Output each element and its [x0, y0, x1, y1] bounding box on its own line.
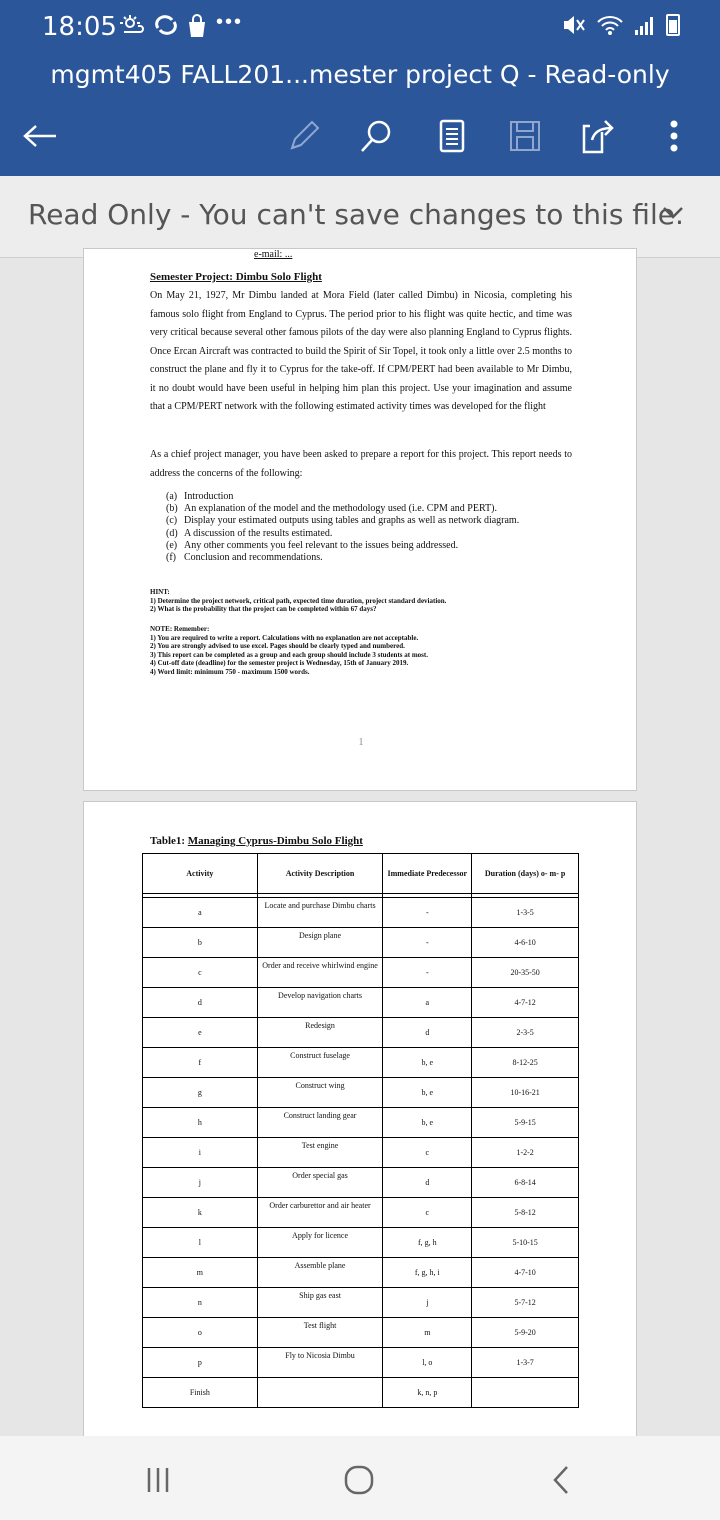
list-item-label: (f)	[166, 552, 176, 564]
read-only-banner[interactable]	[0, 176, 720, 258]
mute-icon	[562, 14, 586, 36]
predecessor-cell: m	[383, 1318, 472, 1348]
toolbar	[0, 100, 720, 176]
hint-block	[150, 588, 580, 614]
predecessor-cell: c	[383, 1198, 472, 1228]
duration-cell: 2-3-5	[472, 1018, 579, 1048]
sync-icon	[154, 14, 178, 36]
list-item-label: (e)	[166, 539, 178, 551]
table-row	[143, 1378, 579, 1408]
activity-cell: m	[143, 1258, 258, 1288]
description-cell: Order special gas	[257, 1168, 383, 1198]
description-cell: Order and receive whirlwind engine	[257, 958, 383, 988]
description-cell: Ship gas east	[257, 1288, 383, 1318]
table-row	[143, 1228, 579, 1258]
title-bar	[0, 56, 720, 100]
predecessor-cell: -	[383, 898, 472, 928]
list-item	[166, 491, 556, 503]
reading-view-icon[interactable]	[432, 116, 472, 156]
list-item-text: An explanation of the model and the methodology used (i.e. CPM and PERT).	[184, 503, 497, 515]
document-page-2	[83, 801, 637, 1451]
predecessor-cell: -	[383, 958, 472, 988]
project-heading: Semester Project: Dimbu Solo Flight	[150, 271, 322, 283]
predecessor-cell: j	[383, 1288, 472, 1318]
signal-icon	[634, 14, 656, 36]
list-item	[166, 528, 556, 540]
nav-back-icon[interactable]	[536, 1462, 586, 1498]
list-item-label: (c)	[166, 515, 178, 527]
requirements-list	[166, 491, 556, 564]
edit-pencil-icon[interactable]	[284, 116, 324, 156]
system-nav-bar	[0, 1436, 720, 1520]
activity-cell: h	[143, 1108, 258, 1138]
intro-paragraph: On May 21, 1927, Mr Dimbu landed at Mora Field (later called Dimbu) in Nicosia, completing his famous solo flight from England to Cyprus. The period prior to his flight was quite hectic, and time was very critical because several other famous pilots of the day were also planning England to Cyprus flights. Once Ercan Aircraft was contracted to build the Spirit of Sir Topel, it took only a little over 2.5 months to construct the plane and fly it to Cyprus for the take-off. If CPM/PERT had been available to Mr Dimbu, it no doubt would have been useful in helping him plan this project. Use your imagination and assume that a CPM/PERT network with the following estimated activity times was developed for the flight	[150, 290, 572, 412]
description-cell	[257, 1378, 383, 1408]
list-item	[166, 503, 556, 515]
table-row	[143, 1348, 579, 1378]
status-time: 18:05	[42, 12, 117, 42]
document-title: mgmt405 FALL201...mester project Q - Read-only	[50, 60, 670, 89]
duration-cell: 1-3-5	[472, 898, 579, 928]
table-row	[143, 988, 579, 1018]
table-body	[143, 894, 579, 1408]
back-arrow-icon[interactable]	[20, 116, 60, 156]
column-header-predecessor: Immediate Predecessor	[383, 854, 472, 894]
table-row	[143, 1168, 579, 1198]
duration-cell: 1-3-7	[472, 1348, 579, 1378]
duration-cell: 20-35-50	[472, 958, 579, 988]
duration-cell: 4-7-10	[472, 1258, 579, 1288]
list-item-text: A discussion of the results estimated.	[184, 527, 333, 539]
predecessor-cell: -	[383, 928, 472, 958]
predecessor-cell: f, g, h, i	[383, 1258, 472, 1288]
activity-cell: g	[143, 1078, 258, 1108]
description-cell: Design plane	[257, 928, 383, 958]
list-item-text: Display your estimated outputs using tables and graphs as well as network diagram.	[184, 515, 520, 527]
list-item	[166, 540, 556, 552]
list-item	[166, 515, 556, 527]
activity-cell: o	[143, 1318, 258, 1348]
activity-cell: j	[143, 1168, 258, 1198]
wifi-icon	[596, 14, 624, 36]
list-item-label: (d)	[166, 527, 178, 539]
save-icon[interactable]	[505, 116, 545, 156]
chevron-down-icon[interactable]	[662, 206, 684, 225]
activity-table	[142, 853, 579, 1408]
hint-line: 1) Determine the project network, critical path, expected time duration, project standard deviation.	[150, 596, 447, 605]
predecessor-cell: b, e	[383, 1078, 472, 1108]
description-cell: Assemble plane	[257, 1258, 383, 1288]
table-title-text: Managing Cyprus-Dimbu Solo Flight	[187, 835, 363, 847]
document-viewer[interactable]	[0, 249, 720, 1436]
table-row	[143, 1318, 579, 1348]
predecessor-cell: b, e	[383, 1048, 472, 1078]
column-header-activity: Activity	[143, 854, 258, 894]
note-line: 1) You are required to write a report. Calculations with no explanation are not acceptable.	[150, 633, 419, 642]
table-row	[143, 1198, 579, 1228]
description-cell: Develop navigation charts	[257, 988, 383, 1018]
duration-cell: 5-8-12	[472, 1198, 579, 1228]
duration-cell: 10-16-21	[472, 1078, 579, 1108]
activity-cell: n	[143, 1288, 258, 1318]
column-header-duration: Duration (days) o- m- p	[472, 854, 579, 894]
duration-cell: 4-7-12	[472, 988, 579, 1018]
task-paragraph: As a chief project manager, you have been asked to prepare a report for this project. This report needs to address the concerns of the following:	[150, 449, 572, 479]
predecessor-cell: f, g, h	[383, 1228, 472, 1258]
table-title-prefix: Table1:	[150, 835, 188, 847]
duration-cell: 5-9-20	[472, 1318, 579, 1348]
activity-cell: c	[143, 958, 258, 988]
read-only-message: Read Only - You can't save changes to this file.	[28, 198, 684, 231]
activity-cell: Finish	[143, 1378, 258, 1408]
battery-icon	[666, 14, 680, 36]
description-cell: Construct wing	[257, 1078, 383, 1108]
table-header-row	[143, 854, 579, 894]
description-cell: Test flight	[257, 1318, 383, 1348]
note-line: 2) You are strongly advised to use excel. Pages should be clearly typed and numbered.	[150, 642, 405, 651]
page-header-cut: e-mail: ...	[254, 249, 293, 260]
table-row	[143, 1048, 579, 1078]
weather-icon	[120, 14, 146, 36]
description-cell: Construct fuselage	[257, 1048, 383, 1078]
table-row	[143, 958, 579, 988]
duration-cell: 6-8-14	[472, 1168, 579, 1198]
activity-cell: b	[143, 928, 258, 958]
duration-cell: 1-2-2	[472, 1138, 579, 1168]
list-item-text: Conclusion and recommendations.	[184, 552, 323, 564]
description-cell: Redesign	[257, 1018, 383, 1048]
predecessor-cell: d	[383, 1018, 472, 1048]
note-title: NOTE: Remember:	[150, 625, 210, 633]
duration-cell: 8-12-25	[472, 1048, 579, 1078]
predecessor-cell: k, n, p	[383, 1378, 472, 1408]
list-item-text: Introduction	[184, 491, 234, 502]
document-page-1	[83, 248, 637, 791]
status-left-icons	[120, 11, 244, 38]
note-line: 4) Word limit: minimum 750 - maximum 1500 words.	[150, 667, 310, 676]
predecessor-cell: b, e	[383, 1108, 472, 1138]
description-cell: Fly to Nicosia Dimbu	[257, 1348, 383, 1378]
activity-cell: l	[143, 1228, 258, 1258]
table-title	[150, 835, 363, 847]
activity-cell: p	[143, 1348, 258, 1378]
list-item-text: Any other comments you feel relevant to the issues being addressed.	[184, 539, 459, 551]
activity-cell: d	[143, 988, 258, 1018]
table-row	[143, 1018, 579, 1048]
duration-cell: 5-7-12	[472, 1288, 579, 1318]
description-cell: Locate and purchase Dimbu charts	[257, 898, 383, 928]
duration-cell: 5-9-15	[472, 1108, 579, 1138]
predecessor-cell: c	[383, 1138, 472, 1168]
table-row	[143, 1288, 579, 1318]
activity-cell: f	[143, 1048, 258, 1078]
more-dots-icon: •••	[216, 11, 244, 33]
description-cell: Order carburettor and air heater	[257, 1198, 383, 1228]
description-cell: Construct landing gear	[257, 1108, 383, 1138]
recent-apps-icon[interactable]	[133, 1462, 183, 1498]
status-bar	[0, 0, 720, 56]
bag-icon	[186, 14, 208, 38]
note-line: 4) Cut-off date (deadline) for the semester project is Wednesday, 15th of January 2019.	[150, 659, 409, 668]
description-cell: Test engine	[257, 1138, 383, 1168]
table-row	[143, 1138, 579, 1168]
activity-cell: e	[143, 1018, 258, 1048]
description-cell: Apply for licence	[257, 1228, 383, 1258]
table-row	[143, 898, 579, 928]
column-header-description: Activity Description	[257, 854, 383, 894]
home-icon[interactable]	[334, 1462, 384, 1498]
page-number: 1	[358, 737, 364, 748]
hint-title: HINT:	[150, 588, 170, 596]
activity-cell: k	[143, 1198, 258, 1228]
hint-line: 2) What is the probability that the project can be completed within 67 days?	[150, 605, 377, 614]
activity-cell: a	[143, 898, 258, 928]
list-item	[166, 552, 556, 564]
table-row	[143, 1108, 579, 1138]
table-row	[143, 1078, 579, 1108]
duration-cell: 5-10-15	[472, 1228, 579, 1258]
search-icon[interactable]	[356, 116, 396, 156]
activity-cell: i	[143, 1138, 258, 1168]
predecessor-cell: l, o	[383, 1348, 472, 1378]
more-options-icon[interactable]	[654, 116, 694, 156]
share-icon[interactable]	[578, 116, 618, 156]
note-line: 3) This report can be completed as a group and each group should include 3 students at most.	[150, 650, 428, 659]
list-item-label: (a)	[166, 491, 178, 502]
status-right-icons	[562, 14, 680, 36]
note-block	[150, 625, 580, 677]
predecessor-cell: a	[383, 988, 472, 1018]
list-item-label: (b)	[166, 503, 178, 515]
duration-cell	[472, 1378, 579, 1408]
table-row	[143, 928, 579, 958]
duration-cell: 4-6-10	[472, 928, 579, 958]
table-row	[143, 1258, 579, 1288]
predecessor-cell: d	[383, 1168, 472, 1198]
